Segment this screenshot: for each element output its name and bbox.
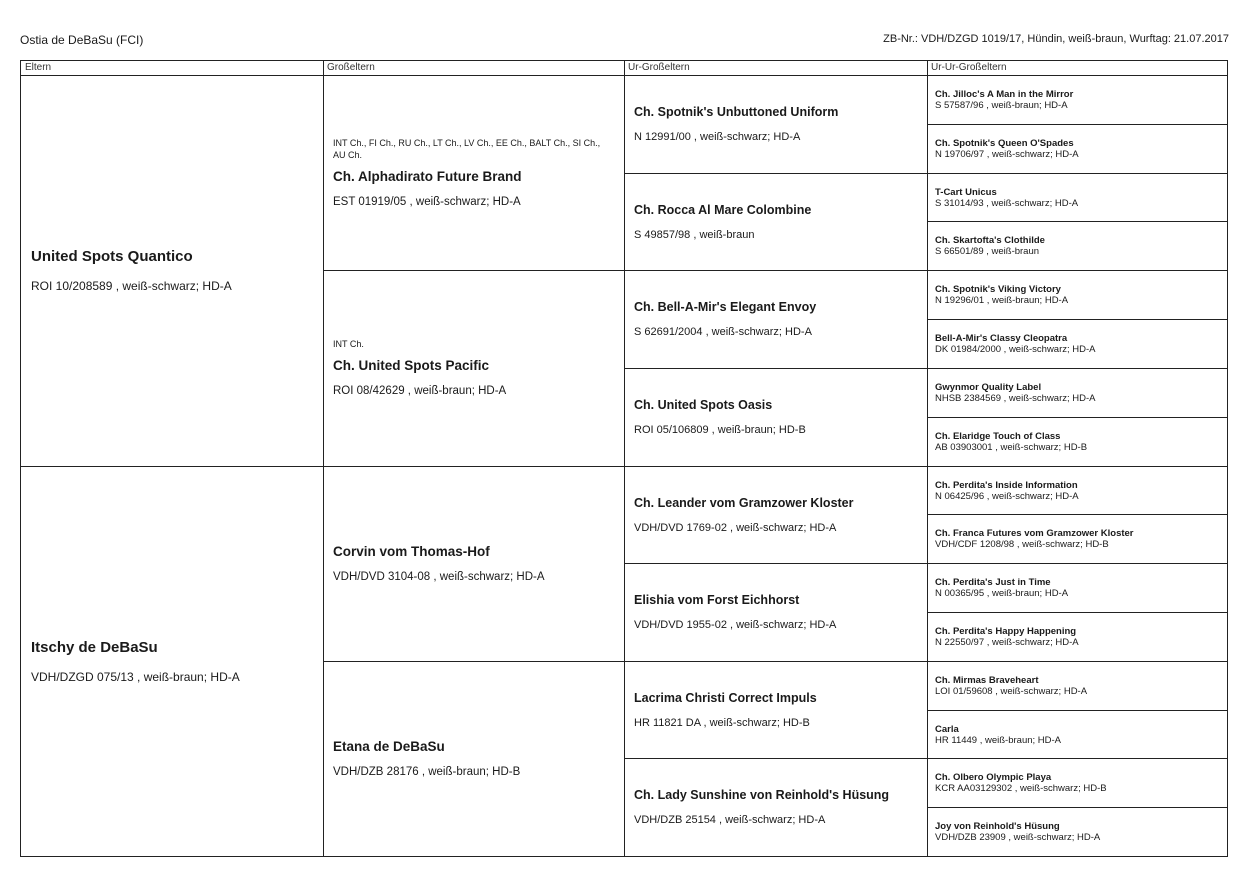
grandparent-registration: VDH/DZB 28176 , weiß-braun; HD-B [333, 766, 521, 778]
grandparent-registration: EST 01919/05 , weiß-schwarz; HD-A [333, 196, 521, 208]
great-great-grandparent-cell [927, 514, 1227, 563]
column-header-parents: Eltern [25, 62, 52, 73]
great-great-grandparent-registration: N 19296/01 , weiß-braun; HD-A [935, 294, 1069, 306]
great-great-grandparent-name: Ch. Perdita's Happy Happening [935, 625, 1077, 637]
grandparent-cell [323, 466, 624, 661]
great-great-grandparent-name: Ch. Spotnik's Viking Victory [935, 283, 1061, 295]
great-great-grandparent-name: Bell-A-Mir's Classy Cleopatra [935, 332, 1068, 344]
great-great-grandparent-registration: N 22550/97 , weiß-schwarz; HD-A [935, 636, 1079, 648]
great-great-grandparent-cell [927, 75, 1227, 124]
great-great-grandparent-name: Gwynmor Quality Label [935, 381, 1042, 393]
great-great-grandparent-name: T-Cart Unicus [935, 186, 997, 198]
parent-registration: ROI 10/208589 , weiß-schwarz; HD-A [31, 279, 232, 293]
great-great-grandparent-name: Ch. Franca Futures vom Gramzower Kloster [935, 527, 1134, 539]
great-grandparent-name: Elishia vom Forst Eichhorst [634, 593, 800, 607]
pedigree-table [20, 60, 1228, 857]
registration-info: ZB-Nr.: VDH/DZGD 1019/17, Hündin, weiß-braun, Wurftag: 21.07.2017 [883, 33, 1229, 45]
great-great-grandparent-cell [927, 319, 1227, 368]
great-grandparent-cell [624, 563, 927, 661]
great-great-grandparent-cell [927, 417, 1227, 466]
parent-cell [21, 466, 323, 857]
parent-name: United Spots Quantico [31, 248, 193, 265]
great-great-grandparent-name: Carla [935, 723, 959, 735]
great-grandparent-name: Ch. Lady Sunshine von Reinhold's Hüsung [634, 788, 890, 802]
great-grandparent-cell [624, 368, 927, 466]
great-grandparent-registration: S 49857/98 , weiß-braun [634, 229, 755, 241]
great-great-grandparent-cell [927, 466, 1227, 515]
great-great-grandparent-name: Joy von Reinhold's Hüsung [935, 820, 1060, 832]
great-grandparent-registration: HR 11821 DA , weiß-schwarz; HD-B [634, 717, 810, 729]
great-great-grandparent-name: Ch. Mirmas Braveheart [935, 674, 1039, 686]
grandparent-name: Ch. United Spots Pacific [333, 358, 490, 373]
column-header-great-grandparents: Ur-Großeltern [628, 62, 690, 73]
great-grandparent-cell [624, 270, 927, 368]
great-great-grandparent-cell [927, 563, 1227, 612]
great-grandparent-name: Ch. United Spots Oasis [634, 398, 773, 412]
column-header-great-great-grandparents: Ur-Ur-Großeltern [931, 62, 1007, 73]
great-great-grandparent-name: Ch. Skartofta's Clothilde [935, 234, 1045, 246]
grandparent-cell [323, 661, 624, 856]
great-grandparent-registration: S 62691/2004 , weiß-schwarz; HD-A [634, 326, 812, 338]
great-great-grandparent-cell [927, 612, 1227, 661]
great-great-grandparent-cell [927, 368, 1227, 417]
grandparent-cell [323, 270, 624, 465]
great-great-grandparent-registration: VDH/CDF 1208/98 , weiß-schwarz; HD-B [935, 538, 1109, 550]
great-grandparent-registration: N 12991/00 , weiß-schwarz; HD-A [634, 131, 801, 143]
great-great-grandparent-name: Ch. Olbero Olympic Playa [935, 771, 1052, 783]
great-great-grandparent-registration: HR 11449 , weiß-braun; HD-A [935, 734, 1062, 746]
great-grandparent-registration: VDH/DVD 1955-02 , weiß-schwarz; HD-A [634, 619, 837, 631]
great-grandparent-name: Ch. Bell-A-Mir's Elegant Envoy [634, 300, 817, 314]
great-great-grandparent-registration: DK 01984/2000 , weiß-schwarz; HD-A [935, 343, 1096, 355]
great-grandparent-cell [624, 75, 927, 173]
great-great-grandparent-name: Ch. Jilloc's A Man in the Mirror [935, 88, 1074, 100]
great-great-grandparent-name: Ch. Perdita's Just in Time [935, 576, 1051, 588]
great-great-grandparent-registration: N 19706/97 , weiß-schwarz; HD-A [935, 148, 1079, 160]
grandparent-registration: ROI 08/42629 , weiß-braun; HD-A [333, 385, 507, 397]
great-great-grandparent-registration: VDH/DZB 23909 , weiß-schwarz; HD-A [935, 831, 1101, 843]
great-great-grandparent-cell [927, 221, 1227, 270]
great-grandparent-cell [624, 661, 927, 759]
great-grandparent-name: Ch. Spotnik's Unbuttoned Uniform [634, 105, 839, 119]
champion-titles: INT Ch., FI Ch., RU Ch., LT Ch., LV Ch., EE Ch., BALT Ch., SI Ch., AU Ch. [333, 138, 601, 160]
great-great-grandparent-name: Ch. Elaridge Touch of Class [935, 430, 1061, 442]
great-great-grandparent-registration: S 66501/89 , weiß-braun [935, 245, 1040, 257]
great-grandparent-registration: VDH/DVD 1769-02 , weiß-schwarz; HD-A [634, 522, 837, 534]
great-great-grandparent-registration: KCR AA03129302 , weiß-schwarz; HD-B [935, 782, 1107, 794]
great-great-grandparent-name: Ch. Perdita's Inside Information [935, 479, 1078, 491]
grandparent-name: Ch. Alphadirato Future Brand [333, 169, 522, 184]
column-header-grandparents: Großeltern [327, 62, 375, 73]
great-great-grandparent-cell [927, 807, 1227, 856]
great-great-grandparent-registration: S 57587/96 , weiß-braun; HD-A [935, 99, 1068, 111]
great-great-grandparent-registration: NHSB 2384569 , weiß-schwarz; HD-A [935, 392, 1096, 404]
great-grandparent-cell [624, 758, 927, 856]
parent-cell [21, 75, 323, 466]
great-great-grandparent-name: Ch. Spotnik's Queen O'Spades [935, 137, 1074, 149]
grandparent-name: Corvin vom Thomas-Hof [333, 544, 490, 559]
great-great-grandparent-cell [927, 661, 1227, 710]
great-grandparent-name: Ch. Leander vom Gramzower Kloster [634, 496, 854, 510]
grandparent-cell [323, 75, 624, 270]
grandparent-name: Etana de DeBaSu [333, 739, 445, 754]
great-great-grandparent-registration: AB 03903001 , weiß-schwarz; HD-B [935, 441, 1088, 453]
great-great-grandparent-registration: LOI 01/59608 , weiß-schwarz; HD-A [935, 685, 1088, 697]
great-great-grandparent-registration: S 31014/93 , weiß-schwarz; HD-A [935, 197, 1079, 209]
great-great-grandparent-cell [927, 124, 1227, 173]
great-great-grandparent-registration: N 00365/95 , weiß-braun; HD-A [935, 587, 1069, 599]
great-great-grandparent-cell [927, 270, 1227, 319]
parent-name: Itschy de DeBaSu [31, 639, 158, 656]
great-great-grandparent-cell [927, 710, 1227, 759]
grandparent-registration: VDH/DVD 3104-08 , weiß-schwarz; HD-A [333, 571, 545, 583]
parent-registration: VDH/DZGD 075/13 , weiß-braun; HD-A [31, 670, 240, 684]
great-great-grandparent-cell [927, 173, 1227, 222]
great-grandparent-cell [624, 173, 927, 271]
great-grandparent-cell [624, 466, 927, 564]
great-grandparent-registration: VDH/DZB 25154 , weiß-schwarz; HD-A [634, 814, 826, 826]
dog-name-title: Ostia de DeBaSu (FCI) [20, 33, 144, 47]
great-grandparent-name: Lacrima Christi Correct Impuls [634, 691, 817, 705]
great-grandparent-registration: ROI 05/106809 , weiß-braun; HD-B [634, 424, 806, 436]
great-great-grandparent-registration: N 06425/96 , weiß-schwarz; HD-A [935, 490, 1079, 502]
great-grandparent-name: Ch. Rocca Al Mare Colombine [634, 203, 812, 217]
champion-titles: INT Ch. [333, 339, 364, 349]
great-great-grandparent-cell [927, 758, 1227, 807]
